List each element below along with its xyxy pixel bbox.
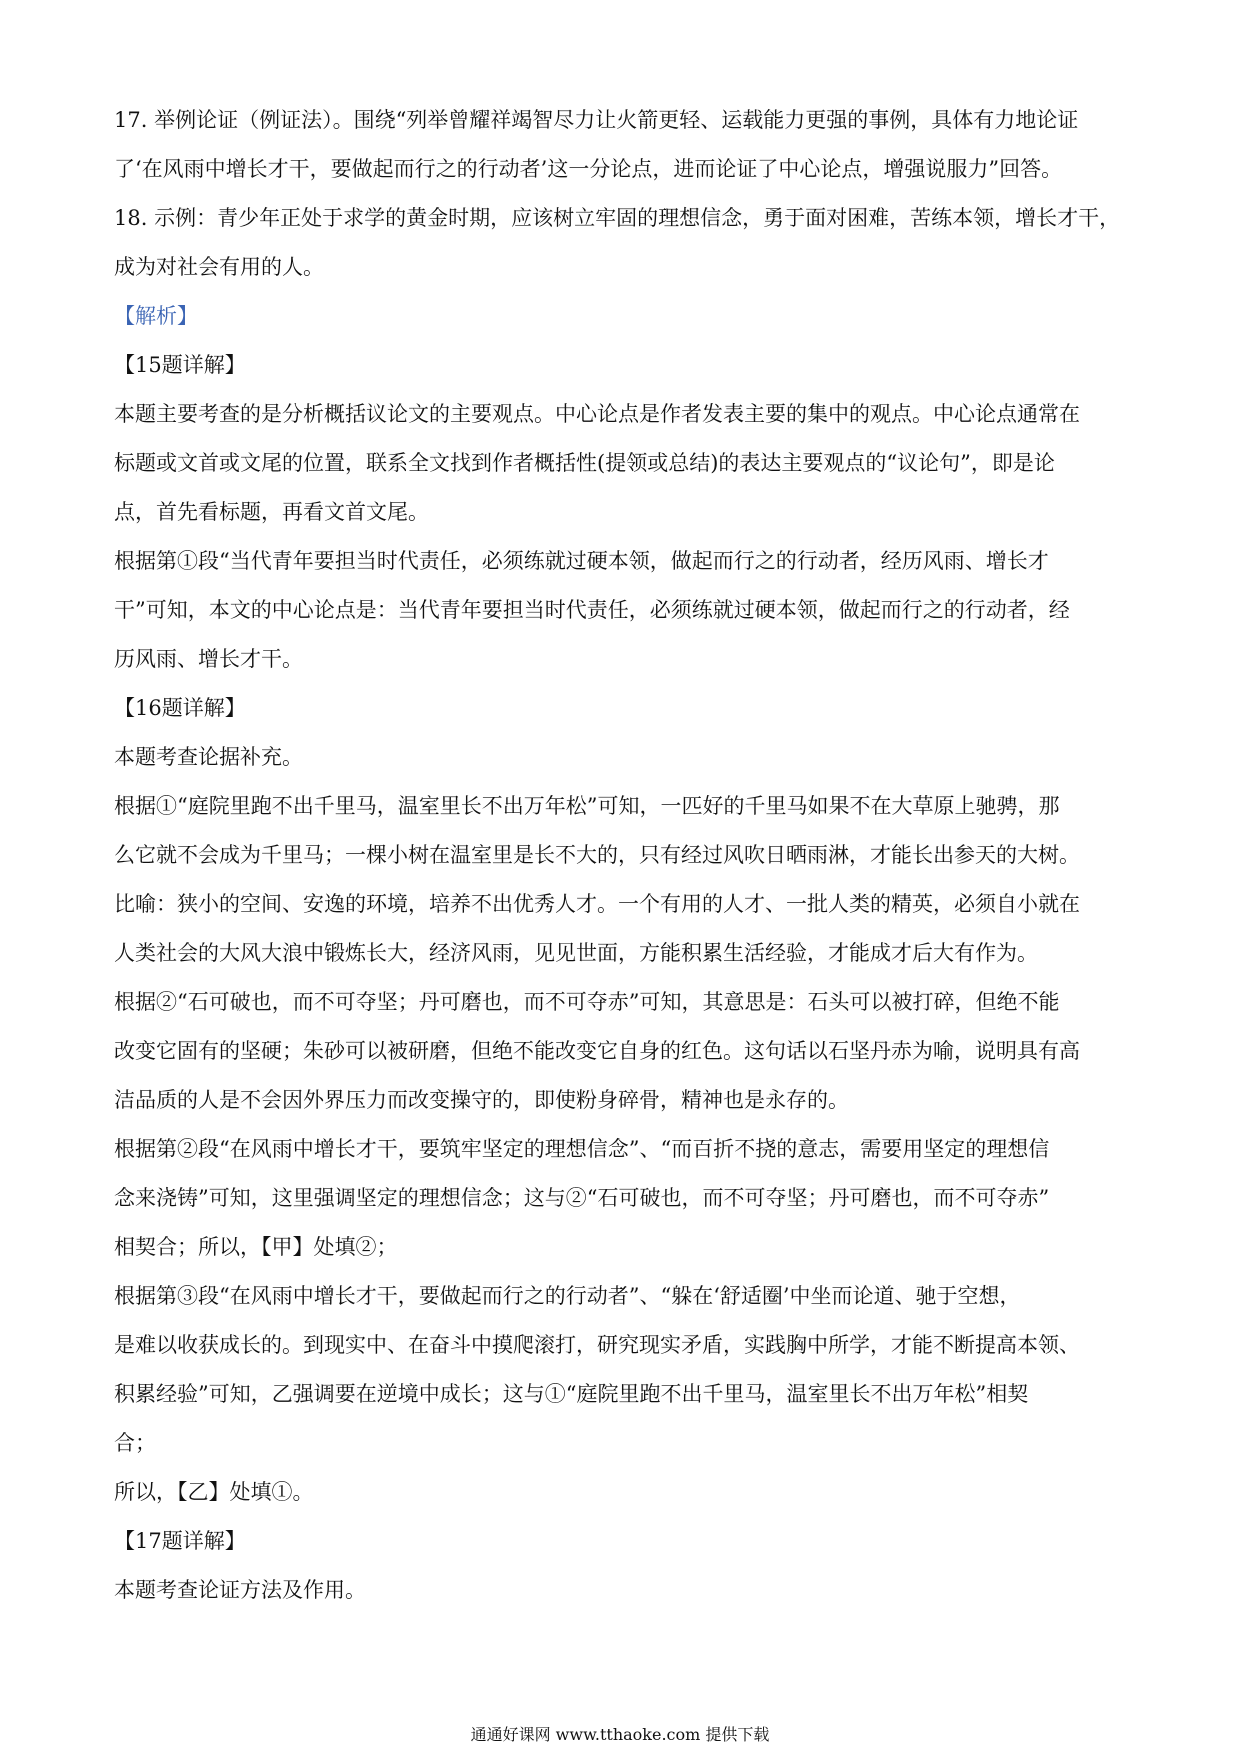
q17-heading: 【17题详解】 (114, 1529, 246, 1553)
q16-paragraph-line: 人类社会的大风大浪中锻炼长大，经济风雨，见见世面，方能积累生活经验，才能成才后大有作为。 (114, 941, 1038, 965)
answer-17-line-2: 了‘在风雨中增长才干，要做起而行之的行动者’这一分论点，进而论证了中心论点，增强说服力”回答。 (114, 157, 1063, 181)
answer-18-line-1: 18. 示例：青少年正处于求学的黄金时期，应该树立牢固的理想信念，勇于面对困难，苦练本领，增长才干， (114, 206, 1121, 230)
q15-paragraph-line: 标题或文首或文尾的位置，联系全文找到作者概括性(提领或总结)的表达主要观点的“议论句”，即是论 (114, 451, 1055, 475)
q17-paragraph-line: 本题考查论证方法及作用。 (114, 1578, 366, 1602)
q15-heading: 【15题详解】 (114, 353, 246, 377)
analysis-heading: 【解析】 (114, 304, 198, 328)
q15-paragraph-line: 根据第①段“当代青年要担当时代责任，必须练就过硬本领，做起而行之的行动者，经历风雨、增长才 (114, 549, 1049, 573)
q16-paragraph-line: 根据②“石可破也，而不可夺坚；丹可磨也，而不可夺赤”可知，其意思是：石头可以被打碎，但绝不能 (114, 990, 1060, 1014)
page-footer: 通通好课网 www.tthaoke.com 提供下载 (470, 1725, 770, 1744)
q16-heading: 【16题详解】 (114, 696, 246, 720)
q15-paragraph-line: 点，首先看标题，再看文首文尾。 (114, 500, 429, 524)
q16-paragraph-line: 洁品质的人是不会因外界压力而改变操守的，即使粉身碎骨，精神也是永存的。 (114, 1088, 849, 1112)
q16-paragraph-line: 相契合；所以，【甲】处填②； (114, 1235, 398, 1259)
q16-paragraph-line: 根据①“庭院里跑不出千里马，温室里长不出万年松”可知，一匹好的千里马如果不在大草原上驰骋，那 (114, 794, 1060, 818)
q15-paragraph-line: 本题主要考查的是分析概括议论文的主要观点。中心论点是作者发表主要的集中的观点。中心论点通常在 (114, 402, 1080, 426)
q16-paragraph-line: 根据第③段“在风雨中增长才干，要做起而行之的行动者”、“躲在‘舒适圈’中坐而论道、驰于空想， (114, 1284, 1021, 1308)
answer-18-line-2: 成为对社会有用的人。 (114, 255, 324, 279)
q16-paragraph-line: 么它就不会成为千里马；一棵小树在温室里是长不大的，只有经过风吹日晒雨淋，才能长出参天的大树。 (114, 843, 1080, 867)
q16-paragraph-line: 改变它固有的坚硬；朱砂可以被研磨，但绝不能改变它自身的红色。这句话以石坚丹赤为喻，说明具有高 (114, 1039, 1080, 1063)
q15-paragraph-line: 历风雨、增长才干。 (114, 647, 303, 671)
q15-paragraph-line: 干”可知，本文的中心论点是：当代青年要担当时代责任，必须练就过硬本领，做起而行之的行动者，经 (114, 598, 1070, 622)
document-body (114, 96, 1134, 1615)
answer-17-line-1: 17. 举例论证（例证法）。围绕“列举曾耀祥竭智尽力让火箭更轻、运载能力更强的事例，具体有力地论证 (114, 108, 1079, 132)
q16-paragraph-line: 比喻：狭小的空间、安逸的环境，培养不出优秀人才。一个有用的人才、一批人类的精英，必须自小就在 (114, 892, 1080, 916)
q16-paragraph-line: 念来浇铸”可知，这里强调坚定的理想信念；这与②“石可破也，而不可夺坚；丹可磨也，而不可夺赤” (114, 1186, 1050, 1210)
q16-paragraph-line: 合； (114, 1431, 156, 1455)
q16-paragraph-line: 所以，【乙】处填①。 (114, 1480, 314, 1504)
q16-paragraph-line: 本题考查论据补充。 (114, 745, 303, 769)
q16-paragraph-line: 积累经验”可知，乙强调要在逆境中成长；这与①“庭院里跑不出千里马，温室里长不出万年松”相契 (114, 1382, 1029, 1406)
q16-paragraph-line: 是难以收获成长的。到现实中、在奋斗中摸爬滚打，研究现实矛盾，实践胸中所学，才能不断提高本领、 (114, 1333, 1080, 1357)
q16-paragraph-line: 根据第②段“在风雨中增长才干，要筑牢坚定的理想信念”、“而百折不挠的意志，需要用坚定的理想信 (114, 1137, 1050, 1161)
